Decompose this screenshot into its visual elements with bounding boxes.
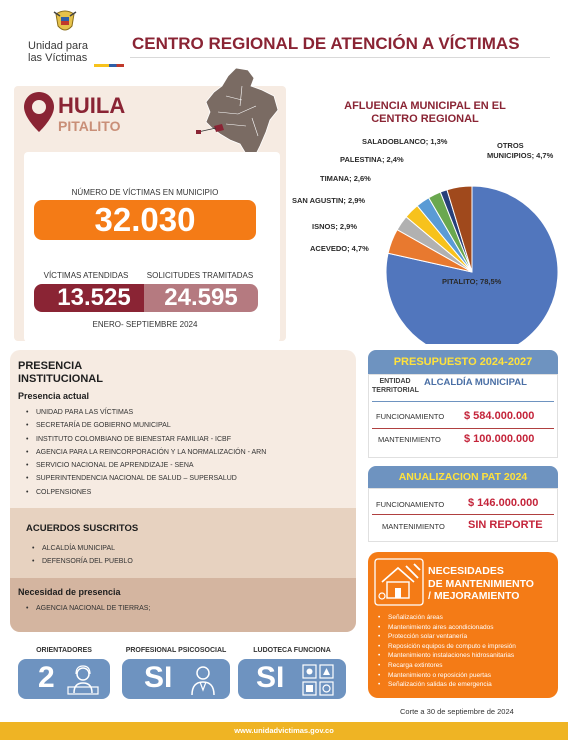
maintenance-item: • Recarga extintores xyxy=(374,661,516,671)
budget-func-value: $ 584.000.000 xyxy=(464,410,535,422)
presence-need-item: • AGENCIA NACIONAL DE TIERRAS; xyxy=(24,602,150,615)
presence-item: • COLPENSIONES xyxy=(24,486,266,499)
maintenance-item: • Mantenimiento o reposición puertas xyxy=(374,671,516,681)
pie-slice-label: ISNOS; 2,9% xyxy=(312,222,358,231)
pie-slice-label: SALADOBLANCO; 1,3% xyxy=(362,137,448,146)
location-pin-icon xyxy=(22,90,56,134)
page-title: CENTRO REGIONAL DE ATENCIÓN A VÍCTIMAS xyxy=(132,34,520,53)
presence-need-title: Necesidad de presencia xyxy=(18,587,121,597)
budget-func-label: FUNCIONAMIENTO xyxy=(376,412,445,421)
victims-label: NÚMERO DE VÍCTIMAS EN MUNICIPIO xyxy=(71,188,219,197)
colombia-map-icon xyxy=(196,66,282,164)
municipality-name: PITALITO xyxy=(58,118,121,134)
presence-item: • SUPERINTENDENCIA NACIONAL DE SALUD – SUPERSALUD xyxy=(24,472,266,485)
presence-item: • AGENCIA PARA LA REINCORPORACIÓN Y LA NORMALIZACIÓN - ARN xyxy=(24,446,266,459)
agreement-item: • ALCALDÍA MUNICIPAL xyxy=(30,542,133,555)
maintenance-item: • Reposición equipos de computo e impresión xyxy=(374,642,516,652)
maintenance-title: NECESIDADES DE MANTENIMIENTO / MEJORAMIENTO xyxy=(428,565,534,602)
pat-func-value: $ 146.000.000 xyxy=(468,497,539,509)
agreement-item: • DEFENSORÍA DEL PUEBLO xyxy=(30,555,133,568)
budget-maint-label: MANTENIMIENTO xyxy=(378,435,441,444)
header-divider xyxy=(130,57,550,58)
psicosocial-box xyxy=(122,659,230,699)
psicosocial-label: PROFESIONAL PSICOSOCIAL xyxy=(125,647,227,654)
tools-house-icon xyxy=(374,558,424,606)
attended-label: VÍCTIMAS ATENDIDAS xyxy=(43,271,129,280)
entity-label: ENTIDAD TERRITORIAL xyxy=(372,378,419,394)
chart-title: AFLUENCIA MUNICIPAL EN EL CENTRO REGIONAL xyxy=(344,100,506,125)
maintenance-list xyxy=(374,613,516,690)
pat-title: ANUALIZACION PAT 2024 xyxy=(368,466,558,488)
pie-slice-label: SAN AGUSTIN; 2,9% xyxy=(292,196,366,205)
psicosocial-value: SI xyxy=(144,661,173,694)
pie-chart xyxy=(292,134,562,344)
person-headset-icon xyxy=(66,665,100,695)
period-label: ENERO- SEPTIEMBRE 2024 xyxy=(92,320,198,329)
orientadores-box xyxy=(18,659,110,699)
victims-card xyxy=(24,152,280,342)
ludoteca-value: SI xyxy=(256,661,285,694)
ludoteca-label: LUDOTECA FUNCIONA xyxy=(253,647,331,654)
cutoff-date: Corte a 30 de septiembre de 2024 xyxy=(400,707,514,716)
pat-row-divider xyxy=(372,514,554,515)
presence-item: • UNIDAD PARA LAS VÍCTIMAS xyxy=(24,406,266,419)
pat-maint-label: MANTENIMIENTO xyxy=(382,522,445,531)
entity-divider xyxy=(372,401,554,402)
presence-need-list xyxy=(24,602,150,615)
pie-slice-label: TIMANA; 2,6% xyxy=(320,174,371,183)
orientadores-value: 2 xyxy=(38,661,55,694)
department-name: HUILA xyxy=(58,93,126,118)
current-presence-list xyxy=(24,406,266,499)
pie-slice-label: PALESTINA; 2,4% xyxy=(340,155,404,164)
professional-person-icon xyxy=(188,664,218,696)
logo-text: Unidad para las Víctimas xyxy=(28,40,88,64)
pie-slice-label: OTROS MUNICIPIOS; 4,7% xyxy=(487,141,554,160)
orientadores-label: ORIENTADORES xyxy=(36,647,92,654)
maintenance-item: • Protección solar ventanería xyxy=(374,632,516,642)
budget-title: PRESUPUESTO 2024-2027 xyxy=(368,350,558,374)
pie-slice-label: PITALITO; 78,5% xyxy=(442,277,502,286)
budget-row-divider xyxy=(372,428,554,429)
pat-func-label: FUNCIONAMIENTO xyxy=(376,500,445,509)
footer-url[interactable]: www.unidadvictimas.gov.co xyxy=(0,722,568,740)
maintenance-item: • Mantenimiento instalaciones hidrosanitarias xyxy=(374,651,516,661)
ludoteca-box xyxy=(238,659,346,699)
requests-label: SOLICITUDES TRAMITADAS xyxy=(146,271,254,280)
presence-item: • SECRETARÍA DE GOBIERNO MUNICIPAL xyxy=(24,419,266,432)
entity-value: ALCALDÍA MUNICIPAL xyxy=(424,377,527,388)
agreements-title: ACUERDOS SUSCRITOS xyxy=(26,523,139,534)
current-presence-label: Presencia actual xyxy=(18,391,90,401)
agreements-list xyxy=(30,542,133,569)
logo-flag-bar xyxy=(94,64,124,67)
pat-maint-value: SIN REPORTE xyxy=(468,519,543,531)
requests-value: 24.595 xyxy=(144,284,258,312)
budget-maint-value: $ 100.000.000 xyxy=(464,433,535,445)
attended-value: 13.525 xyxy=(34,284,154,312)
pie-slice-label: ACEVEDO; 4,7% xyxy=(310,244,369,253)
presence-title: PRESENCIA INSTITUCIONAL xyxy=(18,360,103,385)
maintenance-item: • Mantenimiento aires acondicionados xyxy=(374,623,516,633)
victims-count: 32.030 xyxy=(34,200,256,240)
maintenance-item: • Señalización áreas xyxy=(374,613,516,623)
maintenance-item: • Señalización salidas de emergencia xyxy=(374,680,516,690)
presence-item: • INSTITUTO COLOMBIANO DE BIENESTAR FAMILIAR - ICBF xyxy=(24,433,266,446)
coat-of-arms-icon xyxy=(52,8,78,38)
toys-grid-icon xyxy=(302,664,334,696)
presence-item: • SERVICIO NACIONAL DE APRENDIZAJE - SENA xyxy=(24,459,266,472)
